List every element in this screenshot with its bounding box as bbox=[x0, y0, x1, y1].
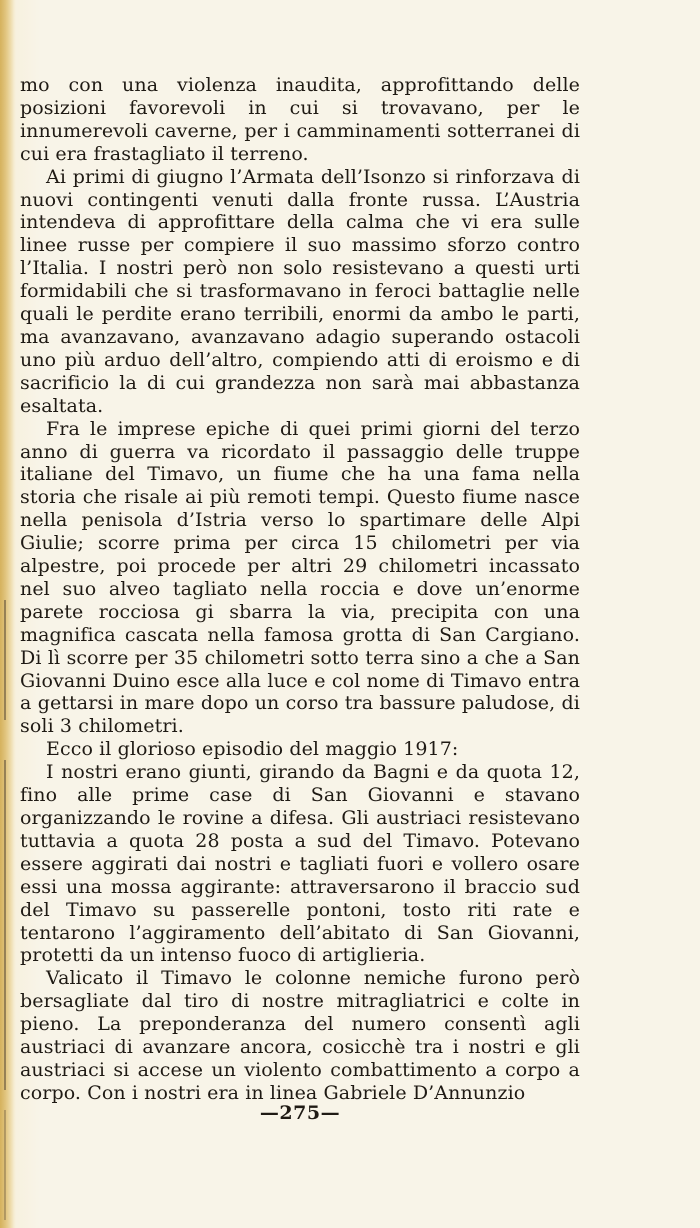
edge-mark bbox=[4, 1110, 6, 1220]
body-text bbox=[20, 74, 580, 1105]
paragraph: I nostri erano giunti, girando da Bagni e da quota 12, fino alle prime case di San Giovanni e stavano organizzando le rovine a difesa. Gli austriaci resistevano tuttavia a quota 28 posta a sud del Timavo. Potevano essere aggirati dai nostri e tagliati fuori e vollero osare essi una mossa aggirante: attraversarono il braccio sud del Timavo su passerelle pontoni, tosto riti rate e tentarono l’aggiramento dell’abitato di San Giovanni, protetti da un intenso fuoco di artiglieria. bbox=[20, 761, 580, 967]
binding-gutter bbox=[0, 0, 14, 1228]
paragraph: Valicato il Timavo le colonne nemiche furono però bersagliate dal tiro di nostre mitragliatrici e colte in pieno. La preponderanza del numero consentì agli austriaci di avanzare ancora, cosicchè tra i nostri e gli austriaci si accese un violento combattimento a corpo a corpo. Con i nostri era in linea Gabriele D’Annunzio bbox=[20, 967, 580, 1104]
edge-mark bbox=[4, 600, 6, 720]
paragraph: Ai primi di giugno l’Armata dell’Isonzo si rinforzava di nuovi contingenti venuti dalla fronte russa. L’Austria intendeva di approfittare della calma che vi era sulle linee russe per compiere il suo massimo sforzo contro l’Italia. I nostri però non solo resistevano a questi urti formidabili che si trasformavano in feroci battaglie nelle quali le perdite erano terribili, enormi da ambo le parti, ma avanzavano, avanzavano adagio superando ostacoli uno più arduo dell’altro, compiendo atti di eroismo e di sacrificio la di cui grandezza non sarà mai abbastanza esaltata. bbox=[20, 165, 580, 417]
page-number: —275— bbox=[259, 1102, 341, 1124]
edge-mark bbox=[4, 760, 6, 1090]
paragraph: Fra le imprese epiche di quei primi giorni del terzo anno di guerra va ricordato il passaggio delle truppe italiane del Timavo, un fiume che ha una fama nella storia che risale ai più remoti tempi. Questo fiume nasce nella penisola d’Istria verso lo spartimare delle Alpi Giulie; scorre prima per circa 15 chilometri per via alpestre, poi procede per altri 29 chilometri incassato nel suo alveo tagliato nella roccia e dove un’enorme parete rocciosa gi sbarra la via, precipita con una magnifica cascata nella famosa grotta di San Cargiano. Di lì scorre per 35 chilometri sotto terra sino a che a San Giovanni Duino esce alla luce e col nome di Timavo entra a gettarsi in mare dopo un corso tra bassure paludose, di soli 3 chilometri. bbox=[20, 417, 580, 738]
paragraph: mo con una violenza inaudita, approfittando delle posizioni favorevoli in cui si trovavano, per le innumerevoli caverne, per i camminamenti sotterranei di cui era frastagliato il terreno. bbox=[20, 74, 580, 165]
paragraph: Ecco il glorioso episodio del maggio 1917: bbox=[46, 738, 459, 761]
